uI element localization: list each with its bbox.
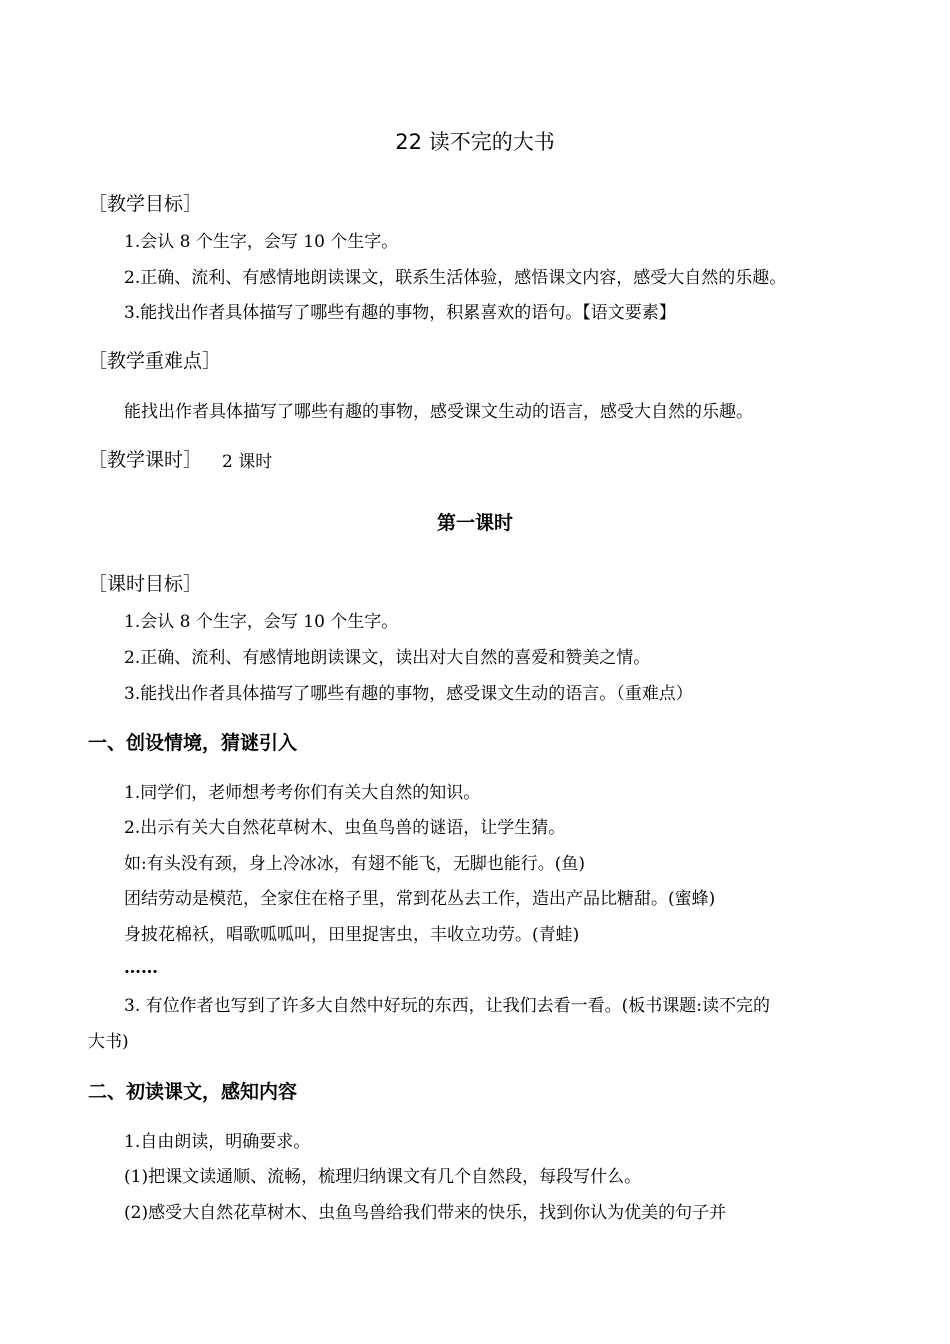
section-1-line: 1.同学们，老师想考考你们有关大自然的知识。 — [124, 783, 481, 803]
key-points-heading: ［教学重难点］ — [88, 350, 222, 372]
teaching-goal-item: 3.能找出作者具体描写了哪些有趣的事物，积累喜欢的语句。【语文要素】 — [124, 303, 676, 323]
lesson-goal-item: 2.正确、流利、有感情地朗读课文，读出对大自然的喜爱和赞美之情。 — [124, 648, 651, 668]
periods-value: 2 课时 — [222, 452, 273, 472]
section-1-heading: 一、创设情境，猜谜引入 — [88, 732, 298, 754]
section-1-ellipsis: …… — [124, 958, 158, 978]
section-1-line: 2.出示有关大自然花草树木、虫鱼鸟兽的谜语，让学生猜。 — [124, 818, 566, 838]
lesson-goals-heading: ［课时目标］ — [88, 573, 203, 595]
teaching-goals-heading: ［教学目标］ — [88, 193, 203, 215]
lesson-title: 第一课时 — [436, 512, 513, 534]
section-2-line: 1.自由朗读，明确要求。 — [124, 1132, 311, 1152]
section-1-line: 团结劳动是模范，全家住在格子里，常到花丛去工作，造出产品比糖甜。(蜜蜂) — [124, 889, 716, 909]
lesson-goal-item: 3.能找出作者具体描写了哪些有趣的事物，感受课文生动的语言。（重难点） — [124, 684, 693, 704]
teaching-goal-item: 2.正确、流利、有感情地朗读课文，联系生活体验，感悟课文内容，感受大自然的乐趣。 — [124, 268, 787, 288]
teaching-goal-item: 1.会认 8 个生字，会写 10 个生字。 — [124, 232, 399, 252]
section-2-line: (1)把课文读通顺、流畅，梳理归纳课文有几个自然段，每段写什么。 — [124, 1167, 642, 1187]
key-points-text: 能找出作者具体描写了哪些有趣的事物，感受课文生动的语言，感受大自然的乐趣。 — [124, 402, 753, 422]
periods-heading: ［教学课时］ — [88, 449, 203, 471]
section-2-line: (2)感受大自然花草树木、虫鱼鸟兽给我们带来的快乐，找到你认为优美的句子并 — [124, 1203, 727, 1223]
section-1-line: 3. 有位作者也写到了许多大自然中好玩的东西，让我们去看一看。(板书课题:读不完的 — [124, 996, 770, 1016]
lesson-goal-item: 1.会认 8 个生字，会写 10 个生字。 — [124, 612, 399, 632]
section-1-line: 身披花棉袄，唱歌呱呱叫，田里捉害虫，丰收立功劳。(青蛙) — [124, 925, 580, 945]
section-1-line: 如:有头没有颈，身上冷冰冰，有翅不能飞，无脚也能行。(鱼) — [124, 854, 585, 874]
section-2-heading: 二、初读课文，感知内容 — [88, 1081, 298, 1103]
section-1-line: 大书) — [88, 1032, 129, 1052]
page-title: 22 读不完的大书 — [395, 130, 555, 154]
